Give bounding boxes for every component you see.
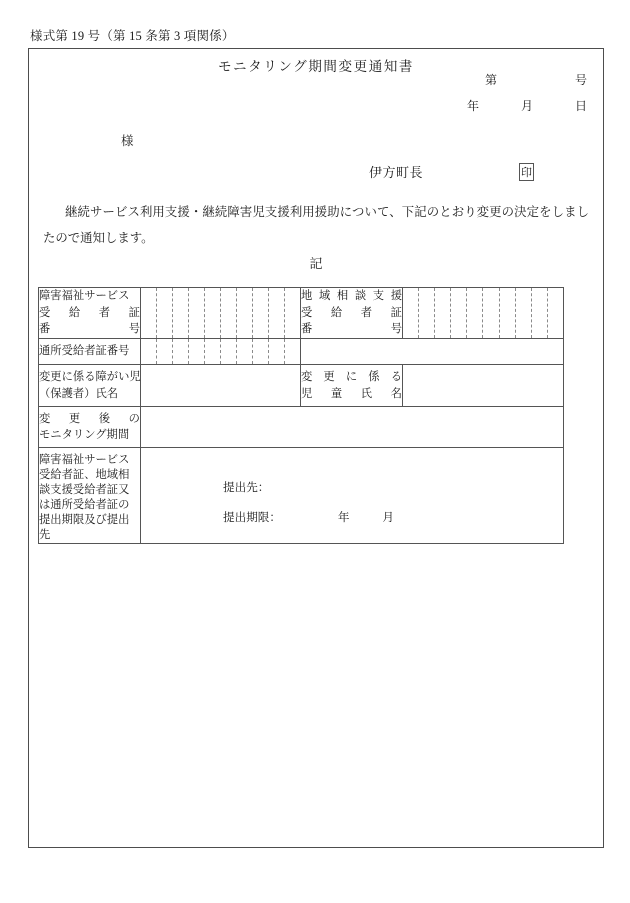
label-line-1: 障害福祉サービス	[39, 290, 130, 303]
digit-cell[interactable]	[285, 339, 300, 364]
label-line-1: 変更に係る障がい児	[39, 371, 141, 383]
service-recipient-number-cells[interactable]	[141, 288, 301, 339]
table-row-service-number	[39, 288, 564, 339]
digit-grid	[141, 339, 300, 364]
label-char: に	[345, 371, 358, 383]
digit-cell[interactable]	[189, 339, 205, 364]
issuer-name: 伊方町長	[369, 165, 424, 180]
label-char: 地	[301, 290, 313, 303]
submission-deadline-year: 年	[337, 510, 350, 524]
label-char: 変	[301, 371, 313, 383]
label-char: 証	[128, 306, 140, 319]
label-submission-deadline-destination	[39, 448, 141, 544]
table-row-submission	[39, 448, 564, 544]
digit-cell[interactable]	[269, 288, 285, 338]
date-day-label: 日	[574, 99, 587, 113]
label-char: 後	[98, 412, 111, 425]
label-line-4: は通所受給者証の	[39, 498, 130, 511]
date-month-label: 月	[520, 99, 533, 113]
label-line-3: 談支援受給者証又	[39, 483, 130, 496]
label-char: 給	[68, 306, 81, 319]
document-number-label: 第	[485, 73, 498, 87]
label-line-2: モニタリング期間	[39, 429, 130, 441]
label-char: 童	[330, 387, 343, 400]
submission-deadline-month: 月	[382, 510, 395, 524]
regional-consultation-number-cells[interactable]	[403, 288, 564, 339]
digit-cell[interactable]	[419, 288, 435, 338]
digit-cell[interactable]	[189, 288, 205, 338]
label-line-1	[39, 411, 140, 428]
digit-cell[interactable]	[548, 288, 563, 338]
table-row-child-name	[39, 365, 564, 407]
page-title: モニタリング期間変更通知書	[217, 59, 415, 74]
target-child-name-value[interactable]	[403, 365, 564, 407]
digit-cell[interactable]	[451, 288, 467, 338]
label-line-6: 先	[39, 528, 51, 541]
submission-deadline-line	[141, 503, 563, 533]
label-char: 更	[68, 412, 81, 425]
label-char: 受	[39, 306, 51, 319]
issuer-block	[369, 162, 584, 181]
digit-cell[interactable]	[141, 288, 157, 338]
label-target-child-name	[301, 365, 403, 407]
digit-cell[interactable]	[403, 288, 419, 338]
disabled-child-guardian-name-value[interactable]	[141, 365, 301, 407]
label-char: 更	[323, 371, 335, 383]
document-meta	[467, 71, 587, 123]
label-line-2	[39, 305, 140, 322]
label-char: 談	[354, 290, 367, 303]
label-line-5: 提出期限及び提出	[39, 513, 130, 526]
page-frame	[28, 48, 604, 848]
label-char: 援	[390, 290, 402, 303]
table-row-monitoring-period	[39, 407, 564, 448]
seal-icon: 印	[519, 163, 534, 181]
digit-cell[interactable]	[285, 288, 300, 338]
label-revised-monitoring-period	[39, 407, 141, 448]
page-frame-inner	[29, 49, 603, 847]
revised-monitoring-period-value[interactable]	[141, 407, 564, 448]
digit-grid	[141, 288, 300, 338]
label-char: 者	[360, 306, 373, 319]
label-char: 番	[39, 323, 51, 336]
label-char: 受	[301, 306, 313, 319]
submission-details-cell[interactable]	[141, 448, 564, 544]
label-line-1: 通所受給者証番号	[39, 345, 130, 358]
addressee-suffix: 様	[121, 134, 134, 148]
digit-cell[interactable]	[221, 339, 237, 364]
digit-cell[interactable]	[173, 339, 189, 364]
label-line-2	[301, 305, 402, 322]
label-char: 域	[318, 290, 331, 303]
document-date-row	[467, 97, 587, 114]
digit-cell[interactable]	[253, 288, 269, 338]
digit-cell[interactable]	[157, 288, 173, 338]
label-line-3	[301, 321, 402, 338]
digit-cell[interactable]	[237, 288, 253, 338]
label-line-1: 障害福祉サービス	[39, 453, 130, 466]
pass-number-empty-cell	[301, 339, 564, 365]
digit-cell[interactable]	[173, 288, 189, 338]
digit-cell[interactable]	[532, 288, 548, 338]
submission-destination-line	[141, 473, 563, 503]
digit-cell[interactable]	[205, 339, 221, 364]
label-char: 号	[390, 323, 402, 336]
digit-cell[interactable]	[221, 288, 237, 338]
label-char: 係	[368, 371, 380, 383]
label-char: 氏	[360, 387, 373, 400]
label-line-2: 受給者証、地域相	[39, 468, 130, 481]
digit-cell[interactable]	[237, 339, 253, 364]
digit-grid	[403, 288, 563, 338]
digit-cell[interactable]	[269, 339, 285, 364]
label-disabled-child-guardian-name	[39, 365, 141, 407]
submission-destination-label: 提出先：	[223, 480, 270, 494]
label-char: 番	[301, 323, 313, 336]
label-char: 者	[98, 306, 111, 319]
label-char: の	[128, 412, 140, 425]
label-char: 相	[336, 290, 349, 303]
label-line-3	[39, 321, 140, 338]
label-pass-recipient-number	[39, 339, 141, 365]
digit-cell[interactable]	[483, 288, 499, 338]
digit-cell[interactable]	[157, 339, 173, 364]
digit-cell[interactable]	[500, 288, 516, 338]
digit-cell[interactable]	[435, 288, 451, 338]
pass-recipient-number-cells[interactable]	[141, 339, 301, 365]
ki-marker: 記	[309, 256, 323, 271]
body-paragraph: 継続サービス利用支援・継続障害児支援利用援助について、下記のとおり変更の決定をしましたので通知します。	[43, 205, 589, 245]
label-regional-consultation-number	[301, 288, 403, 339]
notification-table	[38, 287, 564, 544]
label-line-2	[301, 386, 402, 403]
label-char: 変	[39, 412, 51, 425]
label-service-recipient-number	[39, 288, 141, 339]
label-char: 児	[301, 387, 313, 400]
date-year-label: 年	[467, 99, 480, 113]
label-line-2: （保護者）氏名	[39, 387, 119, 400]
form-number: 様式第 19 号（第 15 条第 3 項関係）	[30, 29, 235, 43]
digit-cell[interactable]	[253, 339, 269, 364]
label-char: 証	[390, 306, 402, 319]
label-line-1	[301, 288, 402, 305]
document-number-row	[467, 71, 587, 88]
label-char: 号	[128, 323, 140, 336]
submission-details-body	[141, 459, 563, 533]
digit-cell[interactable]	[467, 288, 483, 338]
document-number-unit: 号	[574, 73, 587, 87]
label-char: 名	[390, 387, 402, 400]
digit-cell[interactable]	[516, 288, 532, 338]
label-char: 給	[330, 306, 343, 319]
label-char: る	[390, 371, 402, 383]
submission-deadline-label: 提出期限：	[223, 510, 281, 524]
digit-cell[interactable]	[205, 288, 221, 338]
label-char: 支	[372, 290, 385, 303]
digit-cell[interactable]	[141, 339, 157, 364]
label-line-1	[301, 369, 402, 386]
table-row-pass-number	[39, 339, 564, 365]
